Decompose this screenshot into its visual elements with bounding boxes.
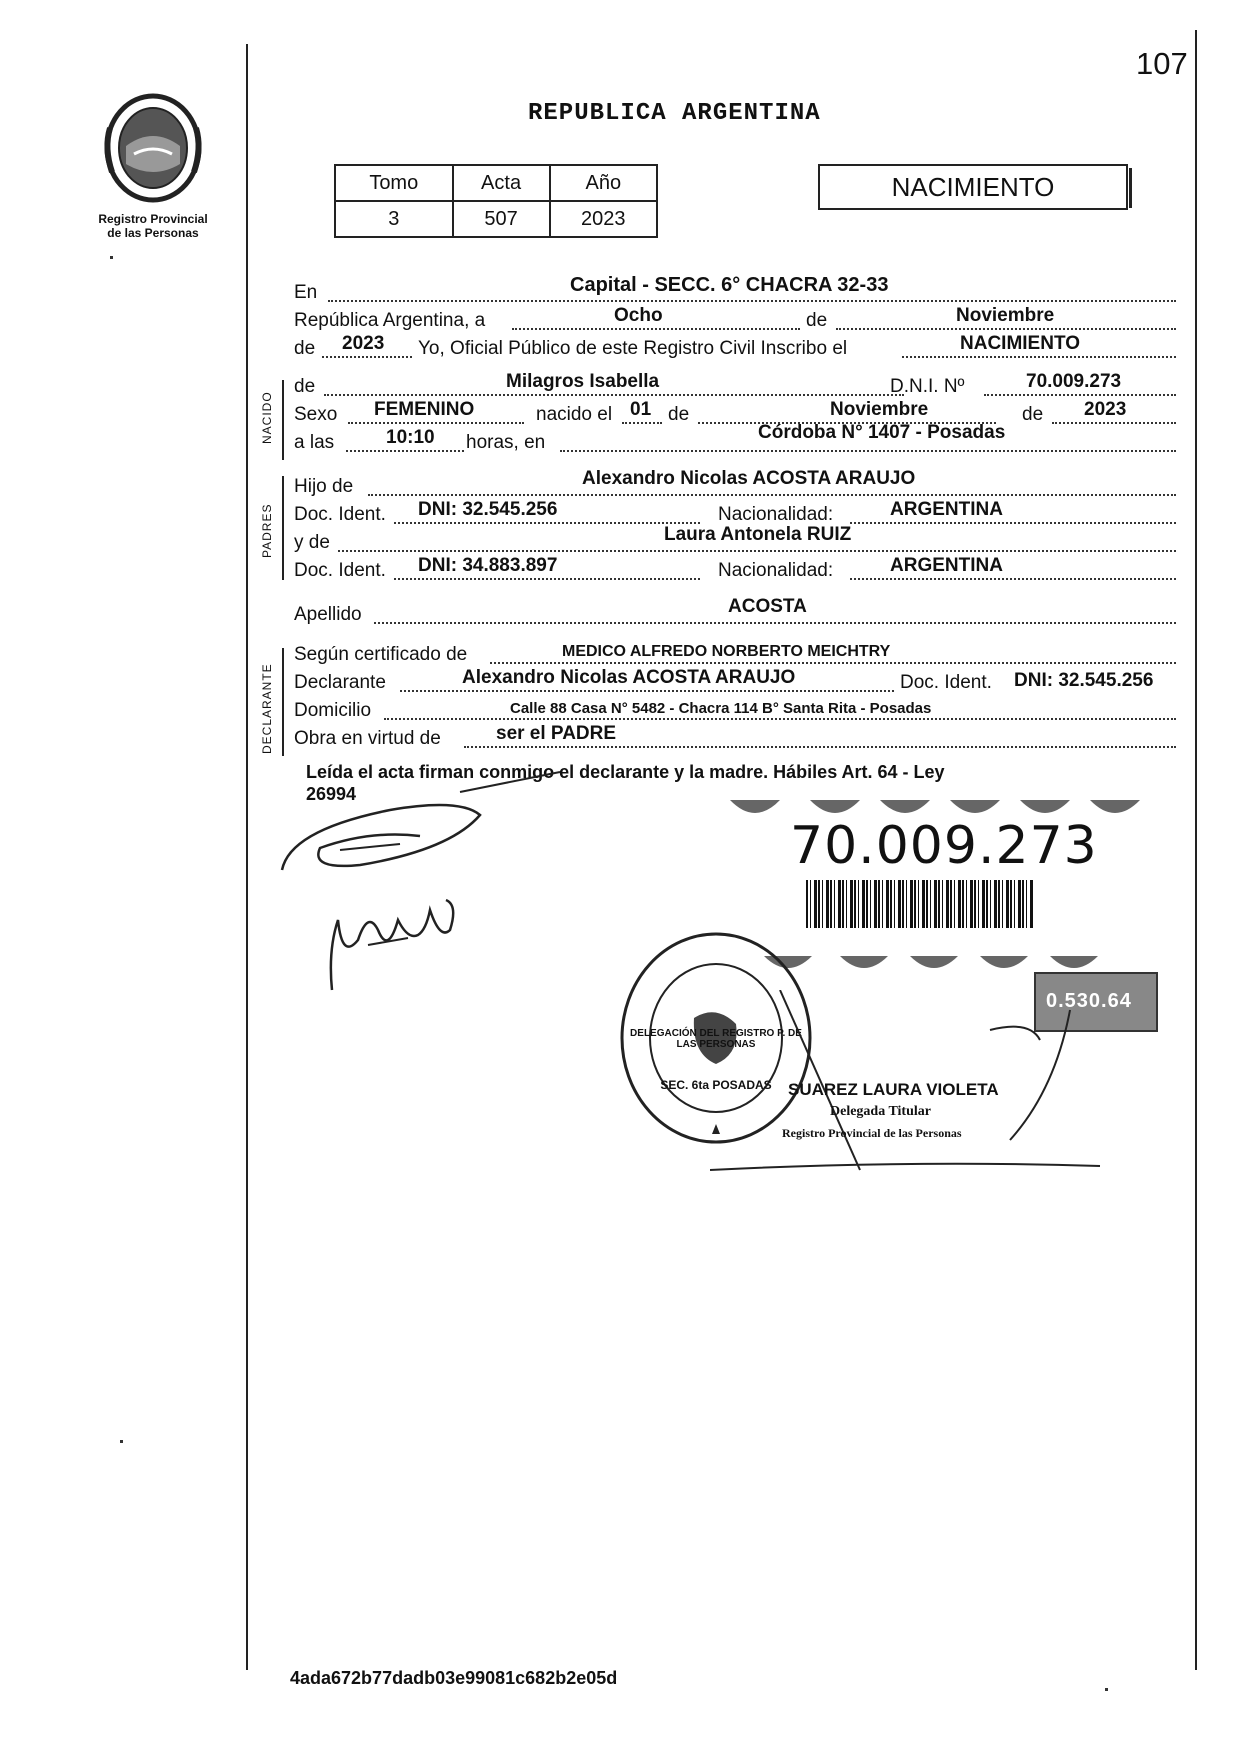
record-reference-table [334, 164, 658, 238]
label-nac1: Nacionalidad: [718, 504, 834, 525]
value-doc2: DNI: 34.883.897 [418, 555, 558, 576]
value-apellido: ACOSTA [728, 596, 807, 617]
label-alas: a las [294, 432, 335, 453]
document-hash: 4ada672b77dadb03e99081c682b2e05d [290, 1668, 618, 1688]
serial-stamp-text: 0.530.64 [1046, 990, 1132, 1012]
scan-dot [120, 1440, 123, 1443]
logo-caption-line2: de las Personas [107, 226, 199, 240]
label-republica: República Argentina, a [294, 310, 486, 331]
ref-value-anio: 2023 [550, 201, 657, 237]
value-en: Capital - SECC. 6° CHACRA 32-33 [570, 274, 889, 296]
row-anio [294, 334, 1176, 362]
dotted-line [850, 522, 1176, 524]
left-margin-line [246, 44, 248, 1670]
dotted-line [374, 622, 1176, 624]
label-doc2: Doc. Ident. [294, 560, 386, 581]
row-republica [294, 306, 1176, 334]
label-yde: y de [294, 532, 330, 553]
section-label-nacido: NACIDO [260, 391, 274, 444]
value-nac2: ARGENTINA [890, 555, 1003, 576]
row-domicilio [294, 696, 1176, 724]
label-sexo: Sexo [294, 404, 338, 425]
value-nac-mes: Noviembre [830, 399, 929, 420]
dotted-line [560, 450, 1176, 452]
dotted-line [394, 522, 700, 524]
row-obra [294, 724, 1176, 752]
value-domicilio: Calle 88 Casa N° 5482 - Chacra 114 B° Santa Rita - Posadas [510, 700, 932, 717]
logo-caption-line1: Registro Provincial [98, 212, 208, 226]
officer-name: SUAREZ LAURA VIOLETA [788, 1080, 999, 1099]
page-number: 107 [1136, 46, 1188, 81]
value-obra: ser el PADRE [496, 723, 617, 744]
dotted-line [512, 328, 800, 330]
label-nac2: Nacionalidad: [718, 560, 834, 581]
value-nac1: ARGENTINA [890, 499, 1003, 520]
ref-header-acta: Acta [453, 165, 550, 201]
ref-header-tomo: Tomo [335, 165, 453, 201]
value-doc3: DNI: 32.545.256 [1014, 670, 1154, 691]
label-apellido: Apellido [294, 604, 362, 625]
closing-text-line1: Leída el acta firman conmigo el declarante y la madre. Hábiles Art. 64 - Ley [306, 762, 945, 782]
scan-dot [1105, 1688, 1108, 1691]
row-sexo [294, 400, 1176, 428]
section-label-declarante: DECLARANTE [260, 663, 274, 754]
row-declarante [294, 668, 1176, 696]
scan-dot [110, 256, 113, 259]
value-nombre: Milagros Isabella [506, 371, 660, 392]
ref-value-tomo: 3 [335, 201, 453, 237]
document-type-box: NACIMIENTO [818, 164, 1128, 210]
label-nac-de2: de [1022, 404, 1044, 425]
value-anio: 2023 [342, 333, 385, 354]
row-doc-madre [294, 556, 1176, 584]
mother-signature [318, 890, 468, 1000]
seal-inner-text: SEC. 6ta POSADAS [660, 1078, 772, 1092]
dotted-line [400, 690, 894, 692]
label-obra: Obra en virtud de [294, 728, 441, 749]
value-mes: Noviembre [956, 305, 1055, 326]
dotted-line [902, 356, 1176, 358]
value-dia: Ocho [614, 305, 663, 326]
stamped-dni-number: 70.009.273 [790, 816, 1098, 876]
seal-ring-text: DELEGACIÓN DEL REGISTRO P. DE LAS PERSONAS [630, 1028, 802, 1050]
row-segun [294, 640, 1176, 668]
label-domicilio: Domicilio [294, 700, 372, 721]
value-sexo: FEMENINO [374, 399, 475, 420]
row-apellido [294, 596, 1176, 628]
label-declarante: Declarante [294, 672, 386, 693]
dotted-line [490, 662, 1176, 664]
dotted-line [324, 394, 904, 396]
dotted-line [322, 356, 412, 358]
row-nombre [294, 372, 1176, 400]
logo-caption [78, 212, 228, 240]
value-inscribo: NACIMIENTO [960, 333, 1080, 354]
value-madre: Laura Antonela RUIZ [664, 524, 852, 545]
label-horas: horas, en [466, 432, 546, 453]
dotted-line [984, 394, 1176, 396]
dotted-line [368, 494, 1176, 496]
dotted-line [836, 328, 1176, 330]
dotted-line [338, 550, 1176, 552]
label-de: de [806, 310, 828, 331]
value-lugar: Córdoba N° 1407 - Posadas [758, 422, 1006, 443]
value-segun: MEDICO ALFREDO NORBERTO MEICHTRY [562, 643, 891, 660]
value-hora: 10:10 [386, 427, 435, 448]
declarant-signature [280, 770, 580, 900]
label-nac-de: de [668, 404, 690, 425]
section-bracket-padres [282, 476, 284, 580]
text-inscribo: Yo, Oficial Público de este Registro Civil Inscribo el [418, 338, 848, 359]
label-de2: de [294, 338, 316, 359]
coat-of-arms-icon [96, 88, 210, 208]
ref-header-anio: Año [550, 165, 657, 201]
dotted-line [348, 422, 524, 424]
closing-text-line2: 26994 [306, 784, 357, 804]
dotted-line [394, 578, 700, 580]
row-hora [294, 422, 1176, 456]
row-en [294, 274, 1176, 306]
ref-value-acta: 507 [453, 201, 550, 237]
dotted-line [1052, 422, 1176, 424]
value-dni: 70.009.273 [1026, 371, 1122, 392]
value-nac-dia: 01 [630, 399, 652, 420]
dotted-line [850, 578, 1176, 580]
row-madre [294, 524, 1176, 556]
right-margin-line [1195, 30, 1197, 1670]
section-bracket-declarante [282, 648, 284, 756]
row-padre [294, 468, 1176, 500]
label-dni: D.N.I. Nº [890, 376, 965, 397]
section-bracket-nacido [282, 380, 284, 460]
label-doc1: Doc. Ident. [294, 504, 386, 525]
label-doc3: Doc. Ident. [900, 672, 992, 693]
section-label-padres: PADRES [260, 503, 274, 558]
dotted-line [346, 450, 464, 452]
label-en: En [294, 282, 318, 303]
dotted-line [328, 300, 1176, 302]
dotted-line [384, 718, 1176, 720]
barcode [806, 880, 1034, 928]
officer-office: Registro Provincial de las Personas [782, 1126, 962, 1140]
page-title: REPUBLICA ARGENTINA [528, 100, 821, 127]
label-nacido-el: nacido el [536, 404, 613, 425]
label-segun: Según certificado de [294, 644, 468, 665]
officer-title: Delegada Titular [830, 1104, 931, 1119]
value-doc1: DNI: 32.545.256 [418, 499, 558, 520]
label-hijo: Hijo de [294, 476, 354, 497]
dotted-line [622, 422, 662, 424]
registry-logo [96, 88, 210, 208]
label-de3: de [294, 376, 316, 397]
value-declarante: Alexandro Nicolas ACOSTA ARAUJO [462, 667, 796, 688]
dotted-line [464, 746, 1176, 748]
value-padre: Alexandro Nicolas ACOSTA ARAUJO [582, 468, 916, 489]
value-nac-anio: 2023 [1084, 399, 1127, 420]
